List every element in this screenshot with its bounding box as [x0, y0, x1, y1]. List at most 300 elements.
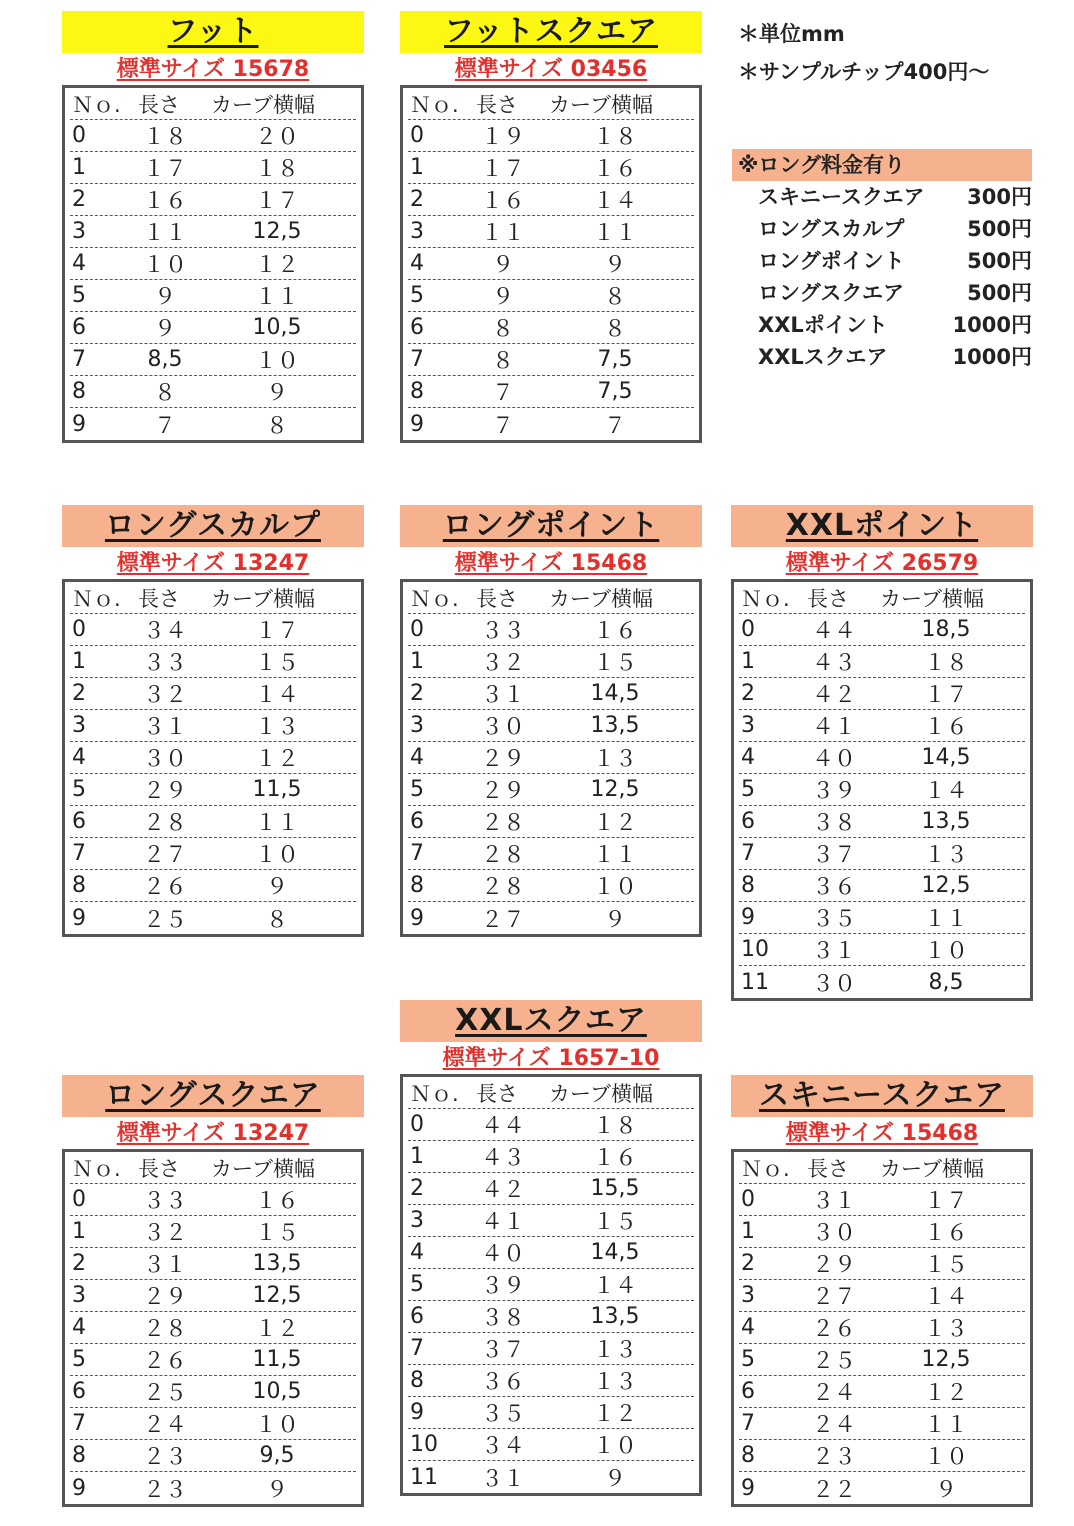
cell-length: ４２	[811, 683, 856, 708]
cell-curve: １４	[254, 683, 299, 708]
cell-curve: １６	[592, 157, 637, 182]
long-fee-price: 500円	[967, 281, 1032, 305]
table-row	[70, 1184, 356, 1216]
cell-length: ３７	[480, 1338, 525, 1363]
cell-no: 1	[410, 155, 424, 180]
size-table	[400, 85, 702, 443]
cell-no: 7	[410, 1336, 424, 1361]
cell-no: 2	[741, 681, 755, 706]
cell-no: 0	[741, 617, 755, 642]
table-row	[739, 678, 1025, 710]
table-row	[408, 1269, 694, 1301]
cell-no: 1	[741, 649, 755, 674]
cell-curve: １４	[592, 1274, 637, 1299]
table-header	[408, 582, 694, 614]
header-curve: カーブ横幅	[549, 92, 653, 117]
table-row	[408, 280, 694, 312]
table-row	[408, 1109, 694, 1141]
long-fee-item	[732, 213, 1032, 245]
long-fee-price: 500円	[967, 249, 1032, 273]
table-row	[739, 1248, 1025, 1280]
cell-no: 6	[410, 315, 424, 340]
cell-length: ２３	[142, 1477, 187, 1503]
cell-curve: １３	[592, 747, 637, 772]
table-row	[70, 120, 356, 152]
cell-curve: 18,5	[921, 617, 971, 642]
table-row	[70, 742, 356, 774]
cell-length: ２７	[480, 907, 525, 933]
long-fee-box	[732, 149, 1032, 373]
table-row	[408, 248, 694, 280]
cell-no: 8	[410, 873, 424, 898]
table-row	[70, 1248, 356, 1280]
header-curve: カーブ横幅	[549, 586, 653, 611]
table-header	[408, 1077, 694, 1109]
cell-curve: １７	[254, 619, 299, 644]
header-no: Ｎｏ.	[72, 586, 121, 611]
cell-no: 11	[741, 969, 769, 995]
cell-length: ３１	[811, 939, 856, 964]
standard-size: 標準サイズ 15468	[454, 551, 648, 576]
cell-length: ３２	[480, 651, 525, 676]
cell-no: 0	[410, 1112, 424, 1137]
header-length: 長さ	[807, 586, 849, 611]
header-no: Ｎｏ.	[741, 1156, 790, 1181]
unit-note: ＊単位mm	[738, 22, 845, 46]
cell-curve: １０	[592, 875, 637, 900]
cell-curve: １０	[254, 349, 299, 374]
table-row	[739, 774, 1025, 806]
cell-no: 4	[410, 745, 424, 770]
table-row	[739, 1472, 1025, 1504]
cell-curve: １７	[923, 683, 968, 708]
cell-no: 4	[741, 1315, 755, 1340]
cell-length: ４０	[811, 747, 856, 772]
cell-length: １７	[142, 157, 187, 182]
cell-no: 4	[410, 251, 424, 276]
cell-no: 0	[72, 1187, 86, 1212]
cell-no: 6	[410, 809, 424, 834]
cell-curve: １７	[923, 1189, 968, 1214]
cell-no: 6	[72, 809, 86, 834]
cell-curve: 13,5	[590, 1304, 640, 1329]
table-row	[70, 248, 356, 280]
cell-length: ３５	[811, 907, 856, 932]
header-length: 長さ	[476, 1081, 518, 1106]
cell-no: 4	[72, 745, 86, 770]
standard-size: 標準サイズ 15468	[785, 1121, 979, 1146]
cell-no: 1	[72, 1219, 86, 1244]
cell-length: ２９	[142, 1285, 187, 1310]
table-skinny-square	[731, 1075, 1033, 1507]
cell-length: ３１	[480, 1466, 525, 1492]
long-fee-price: 500円	[967, 217, 1032, 241]
cell-length: ４３	[480, 1146, 525, 1171]
cell-no: 3	[410, 1208, 424, 1233]
cell-curve: １７	[254, 189, 299, 214]
cell-no: 10	[741, 937, 769, 962]
cell-no: 2	[741, 1251, 755, 1276]
cell-curve: １６	[923, 715, 968, 740]
header-no: Ｎｏ.	[72, 92, 121, 117]
cell-length: ３７	[811, 843, 856, 868]
cell-length: ８	[491, 317, 514, 342]
cell-no: 10	[410, 1432, 438, 1457]
size-table	[731, 579, 1033, 1001]
header-curve: カーブ横幅	[880, 1156, 984, 1181]
table-long-square	[62, 1075, 364, 1507]
cell-length: １１	[142, 221, 187, 246]
cell-no: 0	[72, 617, 86, 642]
cell-length: ２７	[142, 843, 187, 868]
cell-length: ４２	[480, 1178, 525, 1203]
cell-length: ２７	[811, 1285, 856, 1310]
cell-length: ８	[491, 349, 514, 374]
table-title: ロングスカルプ	[62, 505, 364, 547]
cell-no: 6	[741, 1379, 755, 1404]
size-table	[400, 579, 702, 937]
cell-curve: 13,5	[921, 809, 971, 834]
cell-no: 3	[72, 219, 86, 244]
table-row	[70, 1216, 356, 1248]
table-row	[739, 1184, 1025, 1216]
long-fee-item	[732, 309, 1032, 341]
table-row	[70, 774, 356, 806]
cell-length: １１	[480, 221, 525, 246]
table-row	[70, 678, 356, 710]
table-xxl-square	[400, 1000, 702, 1496]
cell-length: ３１	[142, 1253, 187, 1278]
table-row	[739, 1408, 1025, 1440]
table-row	[70, 280, 356, 312]
table-row	[408, 838, 694, 870]
cell-length: ４０	[480, 1242, 525, 1267]
cell-curve: ８	[265, 413, 288, 439]
long-fee-name: スキニースクエア	[758, 185, 925, 209]
cell-length: １７	[480, 157, 525, 182]
table-row	[408, 1173, 694, 1205]
header-length: 長さ	[807, 1156, 849, 1181]
table-row	[408, 678, 694, 710]
header-curve: カーブ横幅	[211, 1156, 315, 1181]
size-table	[62, 85, 364, 443]
table-row	[70, 614, 356, 646]
cell-curve: １５	[254, 1221, 299, 1246]
table-row	[408, 1365, 694, 1397]
cell-curve: 14,5	[590, 681, 640, 706]
cell-length: ２２	[811, 1477, 856, 1503]
table-row	[739, 1376, 1025, 1408]
table-row	[70, 408, 356, 440]
cell-curve: 14,5	[590, 1240, 640, 1265]
cell-curve: １１	[923, 907, 968, 932]
table-title: XXLスクエア	[400, 1000, 702, 1042]
cell-length: ３０	[811, 971, 856, 997]
cell-no: 3	[741, 1283, 755, 1308]
cell-length: ２８	[142, 1317, 187, 1342]
table-foot	[62, 11, 364, 443]
long-fee-name: XXLスクエア	[758, 345, 888, 369]
table-row	[408, 344, 694, 376]
cell-no: 6	[72, 1379, 86, 1404]
table-row	[408, 1141, 694, 1173]
cell-length: ３１	[811, 1189, 856, 1214]
cell-no: 5	[410, 777, 424, 802]
cell-curve: １５	[592, 1210, 637, 1235]
cell-length: ２４	[811, 1413, 856, 1438]
cell-length: ３４	[142, 619, 187, 644]
header-length: 長さ	[476, 586, 518, 611]
cell-length: ３８	[811, 811, 856, 836]
cell-no: 8	[72, 873, 86, 898]
cell-length: ２９	[480, 779, 525, 804]
cell-length: １６	[142, 189, 187, 214]
header-no: Ｎｏ.	[410, 1081, 459, 1106]
table-row	[739, 1344, 1025, 1376]
cell-no: 2	[410, 1176, 424, 1201]
header-curve: カーブ横幅	[880, 586, 984, 611]
cell-no: 7	[72, 841, 86, 866]
cell-length: ２５	[142, 1381, 187, 1406]
cell-length: １８	[142, 125, 187, 150]
cell-no: 3	[741, 713, 755, 738]
cell-curve: 11,5	[252, 1347, 302, 1372]
table-title: フットスクエア	[400, 11, 702, 53]
cell-curve: １２	[254, 1317, 299, 1342]
table-row	[70, 710, 356, 742]
cell-length: ４３	[811, 651, 856, 676]
table-row	[70, 344, 356, 376]
cell-length: ４１	[811, 715, 856, 740]
table-row	[739, 1312, 1025, 1344]
cell-curve: １４	[592, 189, 637, 214]
cell-length: ３９	[811, 779, 856, 804]
cell-curve: １２	[592, 811, 637, 836]
cell-no: 8	[741, 873, 755, 898]
cell-no: 4	[410, 1240, 424, 1265]
standard-size: 標準サイズ 13247	[116, 1121, 310, 1146]
cell-length: ３０	[142, 747, 187, 772]
cell-curve: １１	[254, 811, 299, 836]
size-table	[62, 579, 364, 937]
table-row	[70, 152, 356, 184]
cell-no: 8	[72, 379, 86, 404]
table-row	[70, 1344, 356, 1376]
table-header	[739, 1152, 1025, 1184]
cell-length: ２６	[811, 1317, 856, 1342]
cell-curve: 12,5	[921, 873, 971, 898]
table-row	[408, 710, 694, 742]
cell-curve: １３	[923, 1317, 968, 1342]
header-curve: カーブ横幅	[211, 92, 315, 117]
cell-length: ３６	[480, 1370, 525, 1395]
size-table	[400, 1074, 702, 1496]
table-row	[408, 646, 694, 678]
cell-no: 9	[741, 905, 755, 930]
cell-curve: ９	[934, 1477, 957, 1503]
standard-size: 標準サイズ 03456	[454, 57, 648, 82]
table-xxl-point	[731, 505, 1033, 1001]
cell-no: 3	[410, 713, 424, 738]
cell-no: 5	[72, 777, 86, 802]
cell-curve: １３	[254, 715, 299, 740]
cell-no: 3	[72, 1283, 86, 1308]
table-row	[739, 646, 1025, 678]
sample-note: ＊サンプルチップ400円～	[738, 60, 990, 84]
cell-no: 6	[410, 1304, 424, 1329]
cell-no: 2	[410, 681, 424, 706]
cell-curve: １６	[592, 1146, 637, 1171]
cell-length: １０	[142, 253, 187, 278]
standard-size: 標準サイズ 1657-10	[442, 1046, 660, 1071]
table-row	[408, 1237, 694, 1269]
table-row	[70, 838, 356, 870]
table-row	[739, 1216, 1025, 1248]
cell-no: 5	[741, 1347, 755, 1372]
cell-curve: １３	[592, 1370, 637, 1395]
table-row	[408, 184, 694, 216]
cell-curve: 13,5	[590, 713, 640, 738]
cell-curve: 12,5	[252, 219, 302, 244]
cell-length: 8,5	[147, 347, 183, 372]
table-row	[70, 1376, 356, 1408]
header-no: Ｎｏ.	[410, 586, 459, 611]
cell-curve: ９	[603, 1466, 626, 1492]
cell-curve: 12,5	[590, 777, 640, 802]
table-header	[70, 1152, 356, 1184]
cell-curve: 12,5	[921, 1347, 971, 1372]
cell-no: 1	[741, 1219, 755, 1244]
cell-curve: １２	[923, 1381, 968, 1406]
table-row	[739, 710, 1025, 742]
cell-no: 7	[410, 841, 424, 866]
size-table	[62, 1149, 364, 1507]
cell-curve: １５	[254, 651, 299, 676]
table-row	[70, 184, 356, 216]
cell-curve: １３	[592, 1338, 637, 1363]
cell-curve: ８	[603, 285, 626, 310]
table-row	[739, 934, 1025, 966]
cell-length: ３８	[480, 1306, 525, 1331]
table-row	[408, 902, 694, 934]
cell-no: 8	[410, 379, 424, 404]
cell-no: 9	[410, 905, 424, 931]
cell-length: ９	[491, 285, 514, 310]
cell-curve: ７	[603, 413, 626, 439]
cell-curve: 8,5	[928, 969, 964, 995]
cell-curve: １０	[254, 1413, 299, 1438]
cell-no: 6	[72, 315, 86, 340]
table-row	[739, 1280, 1025, 1312]
cell-length: ２９	[142, 779, 187, 804]
long-fee-item	[732, 277, 1032, 309]
cell-length: ３０	[811, 1221, 856, 1246]
table-row	[70, 312, 356, 344]
cell-length: ２４	[142, 1413, 187, 1438]
cell-length: ８	[153, 381, 176, 406]
cell-curve: １２	[254, 253, 299, 278]
standard-size: 標準サイズ 15678	[116, 57, 310, 82]
long-fee-name: ロングスカルプ	[758, 217, 905, 241]
long-fee-price: 1000円	[952, 345, 1032, 369]
table-row	[408, 1461, 694, 1493]
standard-size: 標準サイズ 26579	[785, 551, 979, 576]
long-fee-heading: ※ロング料金有り	[732, 149, 1032, 181]
cell-no: 8	[741, 1443, 755, 1468]
cell-no: 2	[72, 681, 86, 706]
header-curve: カーブ横幅	[549, 1081, 653, 1106]
cell-length: ２８	[480, 843, 525, 868]
cell-length: ３１	[480, 683, 525, 708]
table-row	[408, 1429, 694, 1461]
cell-length: ４４	[811, 619, 856, 644]
long-fee-item	[732, 341, 1032, 373]
header-curve: カーブ横幅	[211, 586, 315, 611]
cell-length: ２８	[480, 875, 525, 900]
cell-curve: 7,5	[597, 379, 633, 404]
header-length: 長さ	[476, 92, 518, 117]
cell-curve: １６	[923, 1221, 968, 1246]
cell-curve: １８	[592, 1114, 637, 1139]
table-row	[408, 312, 694, 344]
cell-curve: 10,5	[252, 1379, 302, 1404]
table-row	[408, 870, 694, 902]
cell-curve: 7,5	[597, 347, 633, 372]
long-fee-price: 1000円	[952, 313, 1032, 337]
long-fee-name: ロングポイント	[758, 249, 905, 273]
table-row	[70, 1440, 356, 1472]
cell-curve: ９	[265, 875, 288, 900]
cell-length: ４１	[480, 1210, 525, 1235]
cell-curve: １０	[592, 1434, 637, 1459]
cell-length: １９	[480, 125, 525, 150]
cell-length: ３３	[480, 619, 525, 644]
cell-length: ９	[491, 253, 514, 278]
cell-no: 9	[741, 1475, 755, 1501]
cell-curve: ２０	[254, 125, 299, 150]
table-row	[739, 614, 1025, 646]
cell-curve: １１	[592, 843, 637, 868]
table-long-point	[400, 505, 702, 937]
table-header	[408, 88, 694, 120]
table-row	[408, 152, 694, 184]
cell-no: 0	[410, 617, 424, 642]
cell-curve: 9,5	[259, 1443, 295, 1468]
table-title: XXLポイント	[731, 505, 1033, 547]
cell-curve: 11,5	[252, 777, 302, 802]
table-row	[408, 614, 694, 646]
table-foot-square	[400, 11, 702, 443]
cell-curve: ９	[603, 253, 626, 278]
cell-curve: １４	[923, 1285, 968, 1310]
table-row	[408, 774, 694, 806]
cell-length: １６	[480, 189, 525, 214]
table-row	[739, 742, 1025, 774]
table-row	[739, 902, 1025, 934]
cell-curve: １２	[254, 747, 299, 772]
cell-curve: １２	[592, 1402, 637, 1427]
cell-length: ３３	[142, 1189, 187, 1214]
table-title: フット	[62, 11, 364, 53]
cell-no: 1	[410, 1144, 424, 1169]
cell-no: 8	[72, 1443, 86, 1468]
cell-length: ９	[153, 317, 176, 342]
cell-no: 7	[741, 841, 755, 866]
table-row	[408, 742, 694, 774]
cell-curve: 13,5	[252, 1251, 302, 1276]
long-fee-name: XXLポイント	[758, 313, 888, 337]
table-row	[408, 806, 694, 838]
